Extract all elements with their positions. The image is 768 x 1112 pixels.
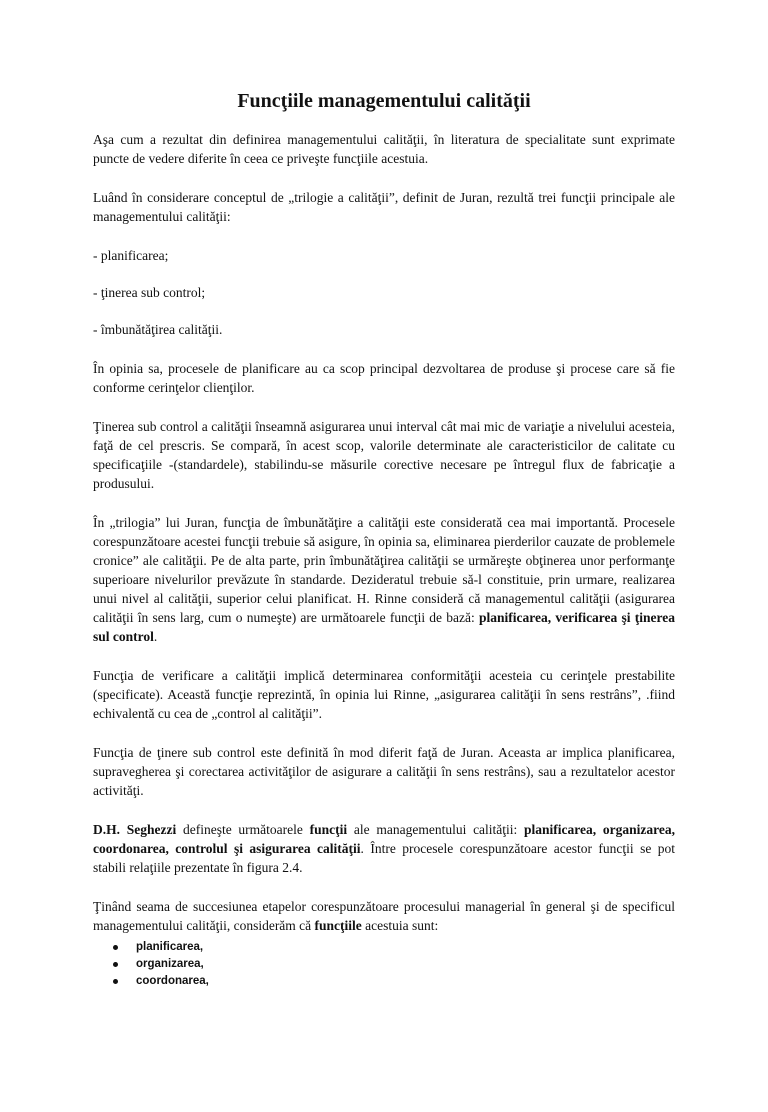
- conclusion-text-1: Ţinând seama de succesiunea etapelor corespunzătoare procesului managerial în general şi de specificul managementului calităţii, considerăm că: [93, 899, 675, 933]
- paragraph-verification: Funcţia de verificare a calităţii implică determinarea conformităţii acesteia cu cerinţele prestabilite (specificate). Această funcţie reprezintă, în opinia lui Rinne, „asigurarea calităţii în sens restrâns”, .fiind echivalentă cu cea de „control al calităţii”.: [93, 668, 675, 721]
- paragraph-quality-control: Ţinerea sub control a calităţii înseamnă asigurarea unui interval cât mai mic de variaţie a nivelului acesteia, faţă de cel prescris. Se compară, în acest scop, valorile determinate ale caracteristicilor de calitate cu specificaţiile -(standardele), stabilindu-se măsurile corective necesare pe întregul flux de fabricaţie a produsului.: [93, 419, 675, 491]
- seghezzi-text-2: ale managementului calităţii:: [347, 822, 525, 837]
- bullet-dot-icon: [113, 945, 118, 950]
- paragraph-improvement: [93, 513, 675, 646]
- seghezzi-name: D.H. Seghezzi: [93, 822, 177, 837]
- paragraph-intro: Aşa cum a rezultat din definirea managementului calităţii, în literatura de specialitate sunt exprimate puncte de vedere diferite în ceea ce priveşte funcţiile acestuia.: [93, 132, 675, 166]
- conclusion-text-2: acestuia sunt:: [361, 918, 439, 933]
- paragraph-juran-trilogy: Luând în considerare conceptul de „trilogie a calităţii”, definit de Juran, rezultă trei funcţii principale ale managementului calităţii:: [93, 190, 675, 224]
- paragraph-planning-opinion: În opinia sa, procesele de planificare au ca scop principal dezvoltarea de produse şi procese care să fie conforme cerinţelor clienţilor.: [93, 361, 675, 395]
- dash-item-planning: - planificarea;: [93, 248, 169, 263]
- dash-item-improvement: - îmbunătăţirea calităţii.: [93, 322, 223, 337]
- bullet-item-label: organizarea,: [136, 958, 204, 970]
- paragraph-improvement-tail: .: [153, 629, 158, 644]
- conclusion-functions-word: funcţiile: [314, 918, 362, 933]
- bullet-dot-icon: [113, 962, 118, 967]
- functions-bullet-list: [93, 939, 675, 990]
- bullet-item-label: coordonarea,: [136, 975, 209, 987]
- seghezzi-functions-word: funcţii: [309, 822, 348, 837]
- paragraph-improvement-bold: planificarea, verificarea şi ţinerea sul control: [93, 610, 675, 644]
- dash-item-control: - ţinerea sub control;: [93, 285, 206, 300]
- paragraph-improvement-text: În „trilogia” lui Juran, funcţia de îmbunătăţire a calităţii este considerată cea mai importantă. Procesele corespunzătoare acestei funcţii trebuie să asigure, în opinia sa, eliminarea pierderilor cauzate de problemele cronice” ale calităţii. Pe de alta parte, prin îmbunătăţirea calităţii se urmăreşte obţinerea unor performanţe superioare nivelurilor prevăzute în standarde. Dezideratul trebuie să-l constituie, prin urmare, realizarea unui nivel al calităţii, superior celui planificat. H. Rinne consideră că managementul calităţii (asigurarea calităţii în sens larg, cum o numeşte) are următoarele funcţii de bază:: [93, 515, 675, 625]
- document-title: Funcţiile managementului calităţii: [237, 90, 531, 112]
- seghezzi-functions-list: planificarea, organizarea, coordonarea, controlul şi asigurarea calităţii: [93, 822, 675, 856]
- bullet-item-coordinating: [113, 973, 675, 990]
- paragraph-conclusion: [93, 897, 675, 935]
- seghezzi-text-1: defineşte următoarele: [176, 822, 310, 837]
- paragraph-seghezzi: [93, 820, 675, 877]
- seghezzi-text-3: . Între procesele corespunzătoare acestor funcţii se pot stabili relaţiile prezentate în figura 2.4.: [93, 841, 675, 875]
- bullet-item-label: planificarea,: [136, 941, 204, 953]
- document-body: [93, 130, 675, 990]
- bullet-dot-icon: [113, 979, 118, 984]
- bullet-item-planning: [113, 939, 675, 956]
- bullet-item-organizing: [113, 956, 675, 973]
- document-page: [0, 88, 768, 1112]
- paragraph-control-function: Funcţia de ţinere sub control este definită în mod diferit faţă de Juran. Aceasta ar implica planificarea, supravegherea şi corectarea activităţilor de asigurare a calităţii în sens restrâns), sau a rezultatelor acestor activităţi.: [93, 745, 675, 798]
